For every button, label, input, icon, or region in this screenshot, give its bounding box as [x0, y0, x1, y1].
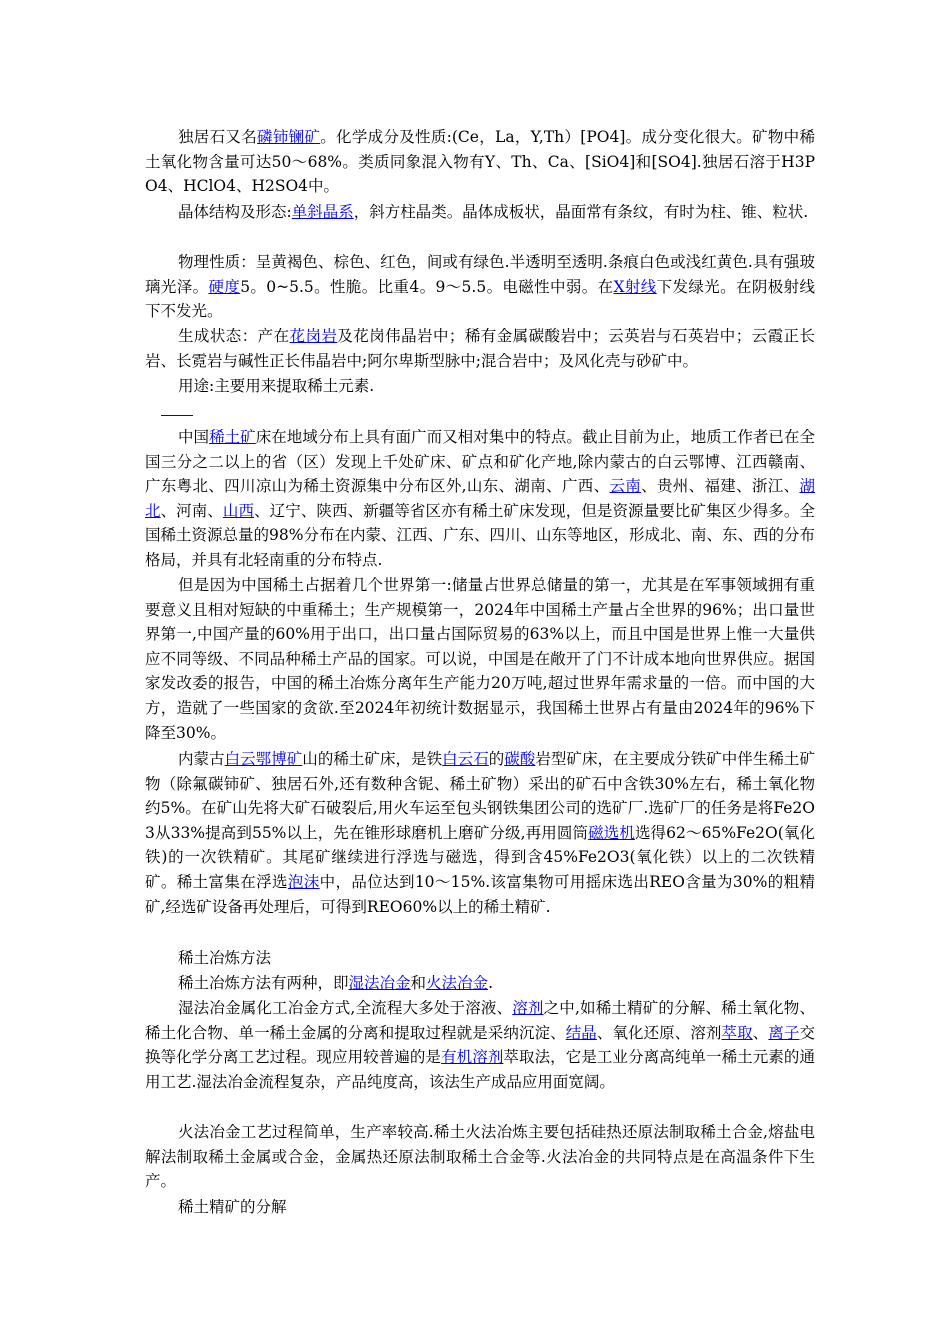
- paragraph-bayan-obo: [145, 747, 815, 919]
- paragraph-two-methods: [145, 971, 815, 996]
- text-run: 床在地域分布上具有面广而又相对集中的特点。截止目前为止，地质工作者已在全国三分之二以上的省（区）发现上千处矿床、矿点和矿化产地,除内蒙古的白云鄂博、江西赣南、广东粤北、四川凉山为稀土资源集中分布区外,山东、湖南、广西、: [145, 428, 815, 496]
- text-run: .: [488, 974, 493, 992]
- term-link[interactable]: 白云鄂博矿: [224, 750, 303, 768]
- text-run: 稀土精矿的分解: [178, 1198, 287, 1216]
- term-link[interactable]: 稀土矿: [209, 428, 256, 446]
- paragraph-formation-state: [145, 324, 815, 373]
- paragraph-physical-properties: [145, 250, 815, 324]
- term-link[interactable]: 云南: [609, 477, 642, 496]
- empty-link-underline[interactable]: [161, 415, 193, 416]
- term-link[interactable]: 泡沫: [287, 872, 320, 891]
- term-link[interactable]: 白云石: [442, 750, 489, 768]
- term-link[interactable]: 磁选机: [588, 823, 635, 842]
- paragraph-usage: [145, 374, 815, 399]
- text-run: 火法冶金工艺过程简单，生产率较高.稀土火法冶炼主要包括硅热还原法制取稀土合金,熔盐电解法制取稀土金属或合金，金属热还原法制取稀土合金等.火法冶金的共同特点是在高温条件下生产。: [145, 1123, 815, 1191]
- text-run: 之中,如稀土精矿的分解、稀土氧化物、稀土化合物、单一稀土金属的分离和提取过程就是采纳沉淀、: [145, 999, 815, 1042]
- text-run: 湿法冶金属化工冶金方式,全流程大多处于溶液、: [178, 999, 513, 1017]
- text-run: 独居石又名: [178, 128, 258, 146]
- text-run: 稀土冶炼方法有两种，即: [178, 974, 349, 992]
- text-run: 但是因为中国稀土占据着几个世界第一:储量占世界总储量的第一，尤其是在军事领域拥有重要意义且相对短缺的中重稀土；生产规模第一，2024年中国稀土产量占全世界的96%；出口量世界第一,中国产量的60%用于出口，出口量占国际贸易的63%以上，而且中国是世界上惟一大量供应不同等级、不同品种稀土产品的国家。可以说，中国是在敞开了门不计成本地向世界供应。据国家发改委的报告，中国的稀土冶炼分离年生产能力20万吨,超过世界年需求量的一倍。而中国的大方，造就了一些国家的贪欲.至2024年初统计数据显示，我国稀土世界占有量由2024年的96%下降至30%。: [145, 576, 815, 742]
- text-run: 、贵州、福建、浙江、: [641, 477, 800, 496]
- term-link[interactable]: 碳酸: [504, 750, 536, 768]
- text-run: 稀土冶炼方法: [178, 949, 272, 967]
- paragraph-china-distribution: [145, 425, 815, 573]
- term-link[interactable]: 溶剂: [512, 999, 544, 1017]
- text-run: 、: [752, 1023, 769, 1042]
- term-link[interactable]: 火法冶金: [426, 974, 489, 992]
- text-run: 、河南、: [160, 501, 223, 520]
- term-link[interactable]: X射线: [613, 277, 657, 296]
- text-run: 、氧化还原、溶剂: [596, 1023, 722, 1042]
- term-link[interactable]: 单斜晶系: [291, 203, 354, 221]
- text-run: ，斜方柱晶类。晶体成板状，晶面常有条纹，有时为柱、锥、粒状.: [353, 203, 809, 221]
- text-run: 晶体结构及形态:: [178, 203, 292, 221]
- term-link[interactable]: 有机溶剂: [441, 1048, 504, 1067]
- text-run: 交换等化学分离工艺过程。现应用较普遍的是: [145, 1023, 815, 1067]
- paragraph-china-world-first: [145, 573, 815, 745]
- paragraph-pyrometallurgy: [145, 1120, 815, 1194]
- text-run: 及花岗伟晶岩中；稀有金属碳酸岩中；云英岩与石英岩中；云霞正长岩、长霓岩与碱性正长伟晶岩中;阿尔卑斯型脉中;混合岩中；及风化壳与砂矿中。: [145, 327, 815, 370]
- paragraph-hydrometallurgy: [145, 996, 815, 1094]
- text-run: 用途:主要用来提取稀土元素.: [178, 377, 375, 395]
- term-link[interactable]: 磷铈镧矿: [257, 128, 321, 146]
- term-link[interactable]: 结晶: [565, 1023, 597, 1042]
- text-run: 中国: [178, 428, 210, 446]
- term-link[interactable]: 离子: [768, 1023, 800, 1042]
- text-run: 山的稀土矿床，是铁: [302, 750, 443, 768]
- text-run: 、辽宁、陕西、新疆等省区亦有稀土矿床发现，但是资源量要比矿集区少得多。全国稀土资源总量的98%分布在内蒙、江西、广东、四川、山东等地区，形成北、南、东、西的分布格局，并具有北轻南重的分布特点.: [145, 501, 815, 569]
- term-link[interactable]: 萃取: [721, 1023, 753, 1042]
- text-run: 5。0~5.5。性脆。比重4。9～5.5。电磁性中弱。在: [240, 277, 614, 296]
- term-link[interactable]: 湿法冶金: [348, 974, 411, 992]
- text-run: 内蒙古: [178, 750, 225, 768]
- term-link[interactable]: 山西: [222, 501, 255, 520]
- text-run: 生成状态：产在: [178, 327, 290, 345]
- term-link[interactable]: 花岗岩: [289, 327, 338, 345]
- text-run: 岩型矿床，在主要成分铁矿中伴生稀土矿物（除氟碳铈矿、独居石外,还有数种含铌、稀土矿物）采出的矿石中含铁30%左右，稀土氧化物约5%。在矿山先将大矿石破裂后,用火车运至包头钢铁集团公司的选矿厂.选矿厂的任务是将Fe2O3从33%提高到55%以上，先在锥形球磨机上磨矿分级,再用圆筒: [145, 750, 815, 842]
- term-link[interactable]: 湖北: [145, 477, 815, 520]
- text-run: 。化学成分及性质:(Ce，La，Y,Th）[PO4]。成分变化很大。矿物中稀土氧化物含量可达50～68%。类质同象混入物有Y、Th、Ca、[SiO4]和[SO4].独居石溶于H3PO4、HClO4、H2SO4中。: [145, 128, 815, 196]
- paragraph-monazite-intro: [145, 125, 815, 199]
- text-run: 的: [488, 750, 505, 768]
- text-run: 和: [410, 974, 427, 992]
- text-run: 下发绿光。在阴极射线下不发光。: [145, 277, 815, 321]
- text-run: 选得62～65%Fe2O(氧化铁)的一次铁精矿。其尾矿继续进行浮选与磁选，得到含45%Fe2O3(氧化铁）以上的二次铁精矿。稀土富集在浮选: [145, 823, 815, 891]
- text-run: 物理性质：呈黄褐色、棕色、红色，间或有绿色.半透明至透明.条痕白色或浅红黄色.具有强玻璃光泽。: [145, 253, 815, 296]
- text-run: 中，品位达到10～15%.该富集物可用摇床选出REO含量为30%的粗精矿,经选矿设备再处理后，可得到REO60%以上的稀土精矿.: [145, 872, 815, 916]
- term-link[interactable]: 硬度: [208, 277, 241, 296]
- heading-smelting-methods: [145, 946, 815, 971]
- paragraph-crystal-structure: [145, 200, 815, 225]
- text-run: 萃取法，它是工业分离高纯单一稀土元素的通用工艺.湿法冶金流程复杂，产品纯度高，该法生产成品应用面宽阔。: [145, 1048, 815, 1091]
- heading-concentrate-decomposition: [145, 1195, 815, 1220]
